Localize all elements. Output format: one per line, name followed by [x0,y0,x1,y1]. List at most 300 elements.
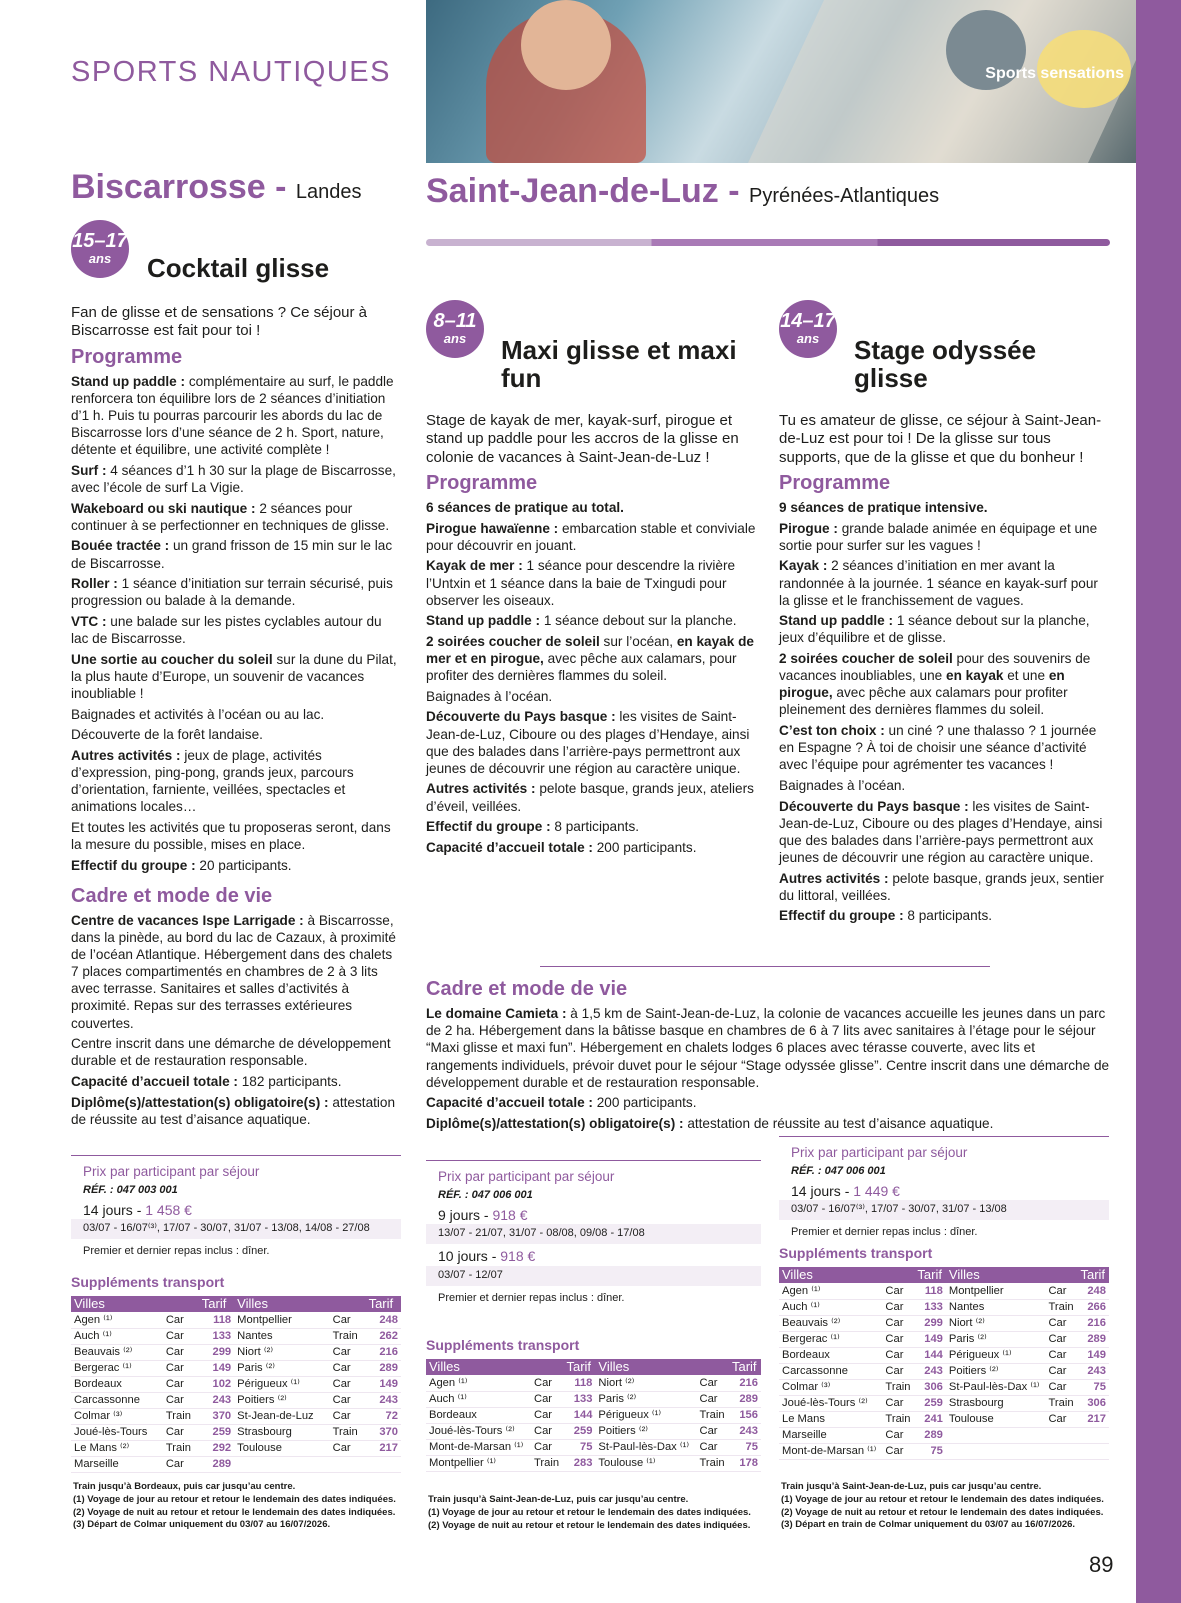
column-header: Villes [946,1267,1046,1283]
duration-dates: 03/07 - 12/07 [426,1266,761,1286]
column-header [330,1296,366,1312]
text: à 1,5 km de Saint-Jean-de-Luz, la colonie de vacances accueille les jeunes dans un parc de 2 ha. Hébergement dans la bâtisse basque en chambres de 6 à 7 lits avec sanitaires à l’étage pour le séjour “Maxi glisse et maxi fun”. Hébergement en chalets lodges 6 places avec térasse couverte, avec lits et rangements individuels, prévoir duvet pour le séjour “Stage odyssée glisse”. Centre inscrit dans une démarche de développement durable et de restauration responsable. [426,1006,1110,1090]
table-cell: Beauvais ⁽²⁾ [779,1315,882,1331]
table-cell: Montpellier ⁽¹⁾ [426,1455,531,1471]
table-cell: Marseille [779,1427,882,1443]
table-cell: Train [163,1408,199,1424]
transport-title: Suppléments transport [426,1337,580,1353]
table-cell: 216 [1077,1315,1109,1331]
table-cell: 149 [914,1331,945,1347]
price-box [71,1157,401,1259]
table-cell: 149 [1077,1347,1109,1363]
table-cell: Car [882,1299,914,1315]
table-header [426,1359,761,1375]
age-unit: ans [88,251,112,267]
hero-photo [426,0,1136,163]
table-cell: Car [163,1312,199,1328]
table-cell: 248 [1077,1283,1109,1299]
table-cell: Car [163,1392,199,1408]
age-badge [779,300,837,358]
price-meals: Premier et dernier repas inclus : dîner. [83,1245,270,1258]
table-cell: Train [163,1440,199,1456]
text: attestation de réussite au test d’aisance aquatique. [71,1094,396,1127]
price-meals: Premier et dernier repas inclus : dîner. [791,1226,978,1239]
table-row [71,1440,401,1456]
age-range: 15–17 [72,230,128,252]
table-cell: Car [330,1360,366,1376]
table-cell: 289 [1077,1331,1109,1347]
table-cell: Car [531,1439,563,1455]
paragraph [71,500,401,534]
table-cell: Montpellier [234,1312,329,1328]
table-cell: 289 [914,1427,945,1443]
bold-text: 2 soirées coucher de soleil [779,651,953,667]
bold-text: Pirogue : [779,520,838,536]
paragraph [426,839,761,856]
table-cell: 133 [199,1328,234,1344]
bold-text: Capacité d’accueil totale : [426,839,593,855]
age-range: 8–11 [433,310,477,332]
table-cell: Niort ⁽²⁾ [595,1375,696,1391]
table-cell: Marseille [71,1456,163,1472]
paragraph [779,520,1109,554]
price-meals: Premier et dernier repas inclus : dîner. [438,1291,625,1304]
table-cell: Train [697,1455,729,1471]
transport-title: Suppléments transport [71,1274,225,1290]
paragraph [426,499,761,516]
table-cell: Car [531,1375,563,1391]
text: pelote basque, grands jeux, sentier du littoral, veillées. [779,870,1104,903]
sjdl-cadre [426,973,1110,1136]
table-row [71,1456,401,1472]
table-cell: Poitiers ⁽²⁾ [595,1423,696,1439]
table-row [779,1443,1109,1459]
table-cell: Car [531,1423,563,1439]
table-cell: 102 [199,1376,234,1392]
text: complémentaire au surf, le paddle renforcera ton équilibre lors de 2 séances d’initiation d’1 h. Puis tu pourras parcourir les abords du lac de Biscarrosse lors d’une séance de 2 h. Sport, nature, détente et équilibre, une activité complète ! [71,373,394,458]
bold-text: Diplôme(s)/attestation(s) obligatoire(s) : [71,1094,329,1110]
programme-heading: Programme [779,471,891,494]
transport-table [779,1267,1109,1460]
paragraph [779,798,1109,867]
column-header [697,1359,729,1375]
paragraph [779,499,1109,516]
table-cell: Car [330,1376,366,1392]
bold-text: Wakeboard ou ski nautique : [71,500,256,516]
bold-text: Kayak : [779,558,828,574]
table-row [779,1411,1109,1427]
footnote: Train jusqu’à Bordeaux, puis car jusqu’au centre. [73,1481,296,1492]
bold-text: en pirogue, [779,668,1065,701]
table-row [779,1347,1109,1363]
table-cell: Car [1045,1315,1077,1331]
table-row [426,1455,761,1471]
bold-text: Une sortie au coucher du soleil [71,651,273,667]
price-title: Prix par participant par séjour [791,1145,968,1160]
table-cell: Périgueux ⁽¹⁾ [595,1407,696,1423]
footnotes [428,1494,763,1532]
table-cell: 216 [729,1375,761,1391]
cadre-heading: Cadre et mode de vie [71,884,273,907]
table-cell: 243 [729,1423,761,1439]
column-header [163,1296,199,1312]
transport-table [71,1296,401,1473]
footnote: (3) Départ de Colmar uniquement du 03/07 au 16/07/2026. [73,1519,331,1531]
table-cell: 241 [914,1411,945,1427]
table-cell: Joué-lès-Tours [71,1424,163,1440]
bold-text: Capacité d’accueil totale : [426,1095,593,1111]
bold-text: Surf : [71,462,107,478]
location-sjdl [426,170,939,213]
paragraph [779,777,1109,794]
text: 1 séance debout sur la planche, jeux d’équilibre et de glisse. [779,613,1090,646]
table-cell: 283 [563,1455,595,1471]
paragraph [779,870,1109,904]
text: 1 séance debout sur la planche. [540,613,737,629]
duration-days: 10 jours - [438,1248,501,1265]
table-cell: 243 [199,1392,234,1408]
text: une balade sur les pistes cyclables autour du lac de Biscarrosse. [71,613,382,647]
table-cell: Car [330,1392,366,1408]
paragraph [71,613,401,647]
table-cell: Train [882,1379,914,1395]
age-badge [71,220,129,278]
table-cell: Le Mans [779,1411,882,1427]
table-cell: Car [697,1439,729,1455]
paragraph [71,819,401,853]
paragraph [779,907,1109,924]
table-cell: 144 [563,1407,595,1423]
table-cell: St-Jean-de-Luz [234,1408,329,1424]
table-cell: 306 [914,1379,945,1395]
text: 182 participants. [237,1073,342,1089]
table-cell: Car [882,1443,914,1459]
duration-price: 918 € [492,1206,528,1223]
column-header [531,1359,563,1375]
text: 1 séance pour descendre la rivière l’Untxin et 1 séance dans la baie de Txingudi pour observer les oiseaux. [426,558,736,608]
table-cell: 216 [366,1344,401,1360]
table-cell: Car [882,1283,914,1299]
table-row [71,1344,401,1360]
table-cell: Car [330,1344,366,1360]
table-cell: 259 [199,1424,234,1440]
table-cell: Agen ⁽¹⁾ [71,1312,163,1328]
table-cell: Strasbourg [234,1424,329,1440]
table-cell: Car [1045,1379,1077,1395]
footnotes [73,1481,403,1532]
footnote: (2) Voyage de nuit au retour et retour le lendemain des dates indiquées. [73,1506,396,1518]
table-header [779,1267,1109,1283]
table-cell: 118 [563,1375,595,1391]
table-cell: 72 [366,1408,401,1424]
text: pelote basque, grands jeux, ateliers d’éveil, veillées. [426,781,754,814]
bold-text: Kayak de mer : [426,558,523,574]
location-region: Pyrénées-Atlantiques [749,185,940,207]
text: 2 séances d’initiation en mer avant la randonnée à la journée. 1 séance en kayak-surf pour la glisse et le franchissement de vagues. [779,558,1098,608]
table-cell: 243 [1077,1363,1109,1379]
table-cell: Car [163,1424,199,1440]
table-cell: Car [163,1344,199,1360]
table-cell: Colmar ⁽³⁾ [71,1408,163,1424]
table-cell [946,1427,1046,1443]
divider [71,1155,401,1156]
paragraph [71,726,401,743]
text: et une [1003,668,1049,684]
table-cell: 75 [914,1443,945,1459]
price-ref: RÉF. : 047 006 001 [791,1165,886,1177]
text: Centre inscrit dans une démarche de développement durable et de restauration responsable. [71,1036,391,1069]
table-cell: 75 [729,1439,761,1455]
table-cell: Car [163,1376,199,1392]
column-header [1045,1267,1077,1283]
column-header: Tarif [563,1359,595,1375]
text: Baignades et activités à l’océan ou au lac. [71,706,325,722]
table-header [71,1296,401,1312]
paragraph [71,747,401,816]
table-cell [366,1456,401,1472]
bold-text: Effectif du groupe : [779,908,904,924]
bold-text: Effectif du groupe : [426,819,551,835]
page-edge-band [1136,0,1181,1603]
table-cell: Carcassonne [779,1363,882,1379]
duration-days: 9 jours - [438,1206,493,1223]
table-cell: Car [330,1440,366,1456]
column-header: Villes [71,1296,163,1312]
text: grande balade animée en équipage et une sortie pour surfer sur les vagues ! [779,520,1098,553]
transport-title: Suppléments transport [779,1245,933,1261]
table-cell: 118 [199,1312,234,1328]
table-cell: 243 [914,1363,945,1379]
table-cell: 259 [914,1395,945,1411]
footnotes [781,1481,1111,1532]
table-cell: 133 [914,1299,945,1315]
paragraph [71,857,401,874]
text: 200 participants. [592,839,697,855]
table-cell: 149 [199,1360,234,1376]
table-cell: Joué-lès-Tours ⁽²⁾ [779,1395,882,1411]
table-cell: Carcassonne [71,1392,163,1408]
photo-badge: Sports sensations [985,65,1124,82]
location-biscarrosse [71,166,362,209]
table-cell: 149 [366,1376,401,1392]
table-cell: Paris ⁽²⁾ [234,1360,329,1376]
bold-text: Diplôme(s)/attestation(s) obligatoire(s) : [426,1115,684,1131]
table-cell: 75 [1077,1379,1109,1395]
intro: Fan de glisse et de sensations ? Ce séjour à Biscarrosse est fait pour toi ! [71,304,368,340]
table-cell [1045,1427,1077,1443]
age-range: 14–17 [780,310,836,332]
bold-text: Autres activités : [71,747,181,763]
table-cell: 370 [366,1424,401,1440]
bold-text: C’est ton choix : [779,723,885,739]
bold-text: 6 séances de pratique au total. [426,500,624,516]
bold-text: Roller : [71,576,118,592]
paragraph [71,1035,401,1069]
bold-text: 9 séances de pratique intensive. [779,500,988,516]
table-cell: Car [330,1312,366,1328]
table-row [426,1439,761,1455]
paragraph [71,1094,401,1128]
footnote: (1) Voyage de jour au retour et retour le lendemain des dates indiquées. [73,1493,396,1505]
table-cell: Bordeaux [779,1347,882,1363]
table-cell [330,1456,366,1472]
paragraph [426,520,761,554]
table-cell: Paris ⁽²⁾ [946,1331,1046,1347]
intro: Stage de kayak de mer, kayak-surf, pirogue et stand up paddle pour les accros de la glisse en colonie de vacances à Saint-Jean-de-Luz ! [426,412,739,466]
price-box [779,1138,1109,1240]
text: 2 séances pour continuer à se perfectionner en techniques de glisse. [71,500,390,533]
table-row [779,1363,1109,1379]
bold-text: Autres activités : [779,870,889,886]
table-cell: Car [882,1363,914,1379]
table-cell: 217 [1077,1411,1109,1427]
table-cell: 144 [914,1347,945,1363]
bold-text: en kayak de mer et en pirogue, [426,633,754,667]
divider [779,1136,1109,1137]
divider [426,1160,761,1161]
bold-text: Autres activités : [426,781,536,797]
table-cell: Car [1045,1347,1077,1363]
table-cell: Car [1045,1283,1077,1299]
biscarrosse-column [71,304,401,1131]
table-cell: Car [531,1407,563,1423]
table-cell: Car [697,1375,729,1391]
stay-title: Cocktail glisse [147,253,330,283]
text: avec pêche aux calamars pour profiter pleinement des dernières flammes du soleil. [779,685,1068,718]
duration-days: 14 jours - [791,1182,854,1199]
table-cell: Car [882,1331,914,1347]
table-cell: Car [882,1347,914,1363]
text: jeux de plage, activités d’expression, ping-pong, grands jeux, parcours d’orientation, farniente, veillées, spectacles et animations locales… [71,747,354,815]
table-row [779,1379,1109,1395]
divider-bar [426,239,1110,246]
bold-text: Pirogue hawaïenne : [426,520,559,536]
column-header: Tarif [729,1359,761,1375]
table-row [426,1391,761,1407]
table-cell: Car [1045,1411,1077,1427]
table-cell: St-Paul-lès-Dax ⁽¹⁾ [595,1439,696,1455]
transport-table [426,1359,761,1472]
paragraph [426,612,761,629]
duration-dates: 13/07 - 21/07, 31/07 - 08/08, 09/08 - 17/08 [426,1224,761,1244]
table-cell: Joué-lès-Tours ⁽²⁾ [426,1423,531,1439]
text: les visites de Saint-Jean-de-Luz, Ciboure ou des plages d’Hendaye, ainsi que des balades dans l’arrière-pays permettront aux jeunes de découvrir une région au caractère unique. [779,798,1103,865]
text: Baignades à l’océan. [779,777,906,793]
table-cell: 299 [199,1344,234,1360]
table-cell: Bergerac ⁽¹⁾ [71,1360,163,1376]
divider [540,966,990,967]
column-header: Villes [779,1267,882,1283]
paragraph [426,708,761,777]
table-cell [946,1443,1046,1459]
bold-text: Le domaine Camieta : [426,1006,567,1022]
table-cell: 156 [729,1407,761,1423]
table-cell: Car [330,1408,366,1424]
footnote: Train jusqu’à Saint-Jean-de-Luz, puis car jusqu’au centre. [781,1481,1042,1492]
text: embarcation stable et conviviale pour découvrir en jouant. [426,520,756,553]
table-cell: Mont-de-Marsan ⁽¹⁾ [426,1439,531,1455]
location-name: Saint-Jean-de-Luz - [426,172,750,210]
price-title: Prix par participant par séjour [83,1164,260,1179]
price-duration [426,1248,761,1266]
bold-text: VTC : [71,613,107,629]
footnote: (1) Voyage de jour au retour et retour le lendemain des dates indiquées. [428,1506,751,1518]
paragraph [426,633,761,684]
footnote: (2) Voyage de nuit au retour et retour le lendemain des dates indiquées. [428,1519,751,1531]
programme-list [426,499,761,856]
paragraph [426,1005,1110,1091]
paragraph [426,818,761,835]
price-duration [779,1183,1109,1201]
table-cell: 299 [914,1315,945,1331]
table-cell: Car [531,1391,563,1407]
stay-title: Maxi glisse et maxi fun [501,335,737,394]
table-cell: Le Mans ⁽²⁾ [71,1440,163,1456]
text: 8 participants. [903,908,993,924]
age-badge [426,300,484,358]
cadre-list [426,1005,1110,1132]
footnote: Train jusqu’à Saint-Jean-de-Luz, puis car jusqu’au centre. [428,1494,689,1505]
table-cell: Car [697,1391,729,1407]
bold-text: Bouée tractée : [71,538,170,554]
table-cell: Agen ⁽¹⁾ [426,1375,531,1391]
text: Découverte de la forêt landaise. [71,727,263,743]
table-cell: Strasbourg [946,1395,1046,1411]
price-title: Prix par participant par séjour [438,1169,615,1184]
table-cell: Périgueux ⁽¹⁾ [234,1376,329,1392]
table-row [779,1283,1109,1299]
text: à Biscarrosse, dans la pinède, au bord du lac de Cazaux, à proximité de l’océan Atlantique. Hébergement dans des chalets 7 places compartimentés en chambres de 2 à 3 lits avec terrasse. Sanitaires et salles d’activités à proximité. Repas sur des terrasses extérieures couvertes. [71,912,396,1031]
odyssee-column [779,412,1109,928]
bold-text: Capacité d’accueil totale : [71,1073,238,1089]
paragraph [71,373,401,459]
price-duration [71,1202,401,1220]
paragraph [779,612,1109,646]
table-cell: Toulouse [234,1440,329,1456]
table-row [71,1424,401,1440]
footnote: (1) Voyage de jour au retour et retour le lendemain des dates indiquées. [781,1493,1104,1505]
table-cell: Auch ⁽¹⁾ [426,1391,531,1407]
paragraph [71,706,401,723]
table-row [779,1331,1109,1347]
table-cell: Mont-de-Marsan ⁽¹⁾ [779,1443,882,1459]
table-cell: Car [882,1427,914,1443]
table-cell: 292 [199,1440,234,1456]
paragraph [779,650,1109,719]
price-ref: RÉF. : 047 003 001 [83,1184,178,1196]
column-header: Villes [595,1359,696,1375]
table-cell: Car [163,1456,199,1472]
bold-text: Découverte du Pays basque : [426,709,616,725]
table-cell: 178 [729,1455,761,1471]
price-ref: RÉF. : 047 006 001 [438,1189,533,1201]
column-header: Tarif [1077,1267,1109,1283]
text: un grand frisson de 15 min sur le lac de Biscarrosse. [71,538,393,571]
bold-text: Effectif du groupe : [71,857,196,873]
price-duration [426,1207,761,1225]
footnote: (2) Voyage de nuit au retour et retour le lendemain des dates indiquées. [781,1506,1104,1518]
table-row [426,1407,761,1423]
text: Et toutes les activités que tu proposeras seront, dans la mesure du possible, mises en place. [71,819,391,852]
table-cell: Montpellier [946,1283,1046,1299]
location-name: Biscarrosse - [71,168,296,206]
table-cell: Car [1045,1363,1077,1379]
table-cell: Train [330,1328,366,1344]
table-row [426,1423,761,1439]
table-cell: 289 [366,1360,401,1376]
table-cell: 243 [366,1392,401,1408]
table-cell: 133 [563,1391,595,1407]
